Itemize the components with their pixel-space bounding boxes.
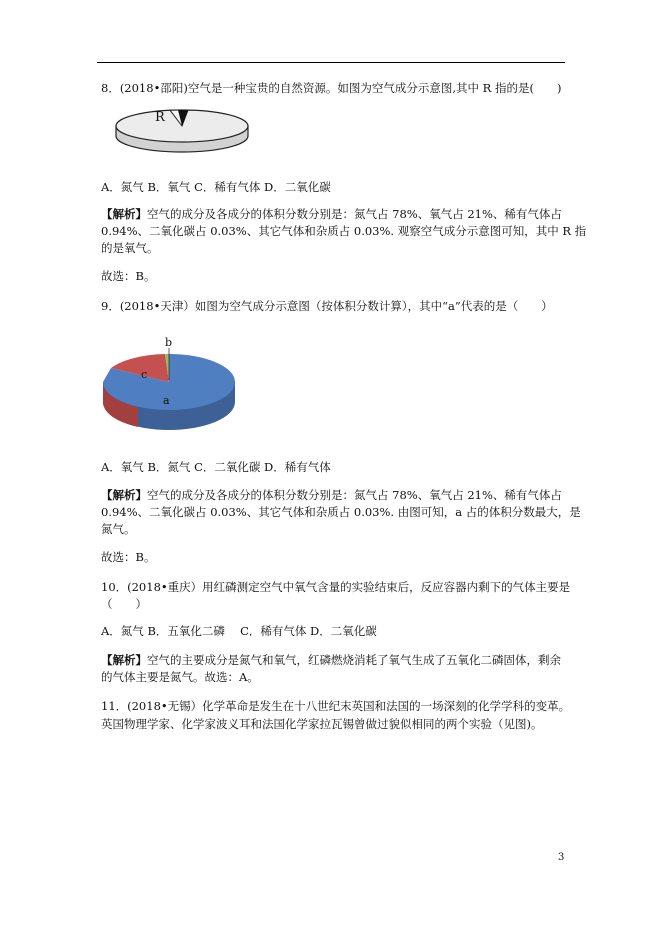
q8-analysis-tag: 【解析】 [101, 207, 147, 221]
q9-analysis-tag: 【解析】 [101, 488, 147, 502]
q9-analysis-text1: 空气的成分及各成分的体积分数分别是：氮气占 78%、氧气占 21%、稀有气体占 [147, 488, 562, 502]
q9-label-c: c [141, 368, 148, 381]
q11-stem-line1: 11．(2018•无锡）化学革命是发生在十八世纪末英国和法国的一场深刻的化学学科的变革。 [101, 699, 571, 713]
q10-options: A．氮气 B．五氧化二磷 C．稀有气体 D．二氧化碳 [101, 624, 377, 638]
q9-analysis-line2: 0.94%、二氧化碳占 0.03%、其它气体和杂质占 0.03%. 由图可知，a 占的体积分数最大，是 [101, 505, 581, 519]
q9-answer: 故选：B。 [101, 550, 156, 564]
q8-figure-label-r: R [155, 110, 165, 125]
q8-disk-figure [112, 104, 252, 154]
page-number: 3 [558, 852, 565, 863]
q8-analysis-text1: 空气的成分及各成分的体积分数分别是：氮气占 78%、氧气占 21%、稀有气体占 [147, 207, 562, 221]
q8-options: A．氮气 B．氧气 C．稀有气体 D．二氧化碳 [101, 180, 331, 194]
q8-analysis-line3: 的是氧气。 [101, 241, 159, 255]
q9-pie-figure [95, 330, 245, 445]
q10-stem-line1: 10．(2018•重庆）用红磷测定空气中氧气含量的实验结束后，反应容器内剩下的气体主要是 [101, 580, 571, 594]
q9-stem: 9．(2018•天津）如图为空气成分示意图（按体积分数计算），其中“a”代表的是（ ） [101, 299, 553, 313]
q9-options: A．氧气 B．氮气 C．二氧化碳 D．稀有气体 [101, 460, 331, 474]
q10-analysis-line2: 的气体主要是氮气。故选：A。 [101, 670, 259, 684]
q10-analysis-text1: 空气的主要成分是氮气和氧气，红磷燃烧消耗了氧气生成了五氧化二磷固体，剩余 [147, 653, 561, 667]
q8-stem: 8．(2018•邵阳)空气是一种宝贵的自然资源。如图为空气成分示意图,其中 R 指的是( ) [101, 81, 562, 95]
q9-analysis-line3: 氮气。 [101, 522, 136, 536]
q8-analysis-line2: 0.94%、二氧化碳占 0.03%、其它气体和杂质占 0.03%. 观察空气成分示意图可知，其中 R 指 [101, 224, 587, 238]
q11-stem-line2: 英国物理学家、化学家波义耳和法国化学家拉瓦锡曾做过貌似相同的两个实验（见图)。 [101, 717, 543, 731]
q9-label-b: b [165, 336, 173, 349]
q10-analysis-tag: 【解析】 [101, 653, 147, 667]
q9-label-a: a [163, 394, 170, 407]
q9-analysis-line1 [101, 487, 562, 504]
header-rule [97, 62, 565, 63]
q8-answer: 故选：B。 [101, 269, 156, 283]
q8-analysis-line1 [101, 206, 562, 223]
q10-analysis-line1 [101, 652, 561, 669]
q10-stem-line2: （ ） [101, 597, 147, 611]
